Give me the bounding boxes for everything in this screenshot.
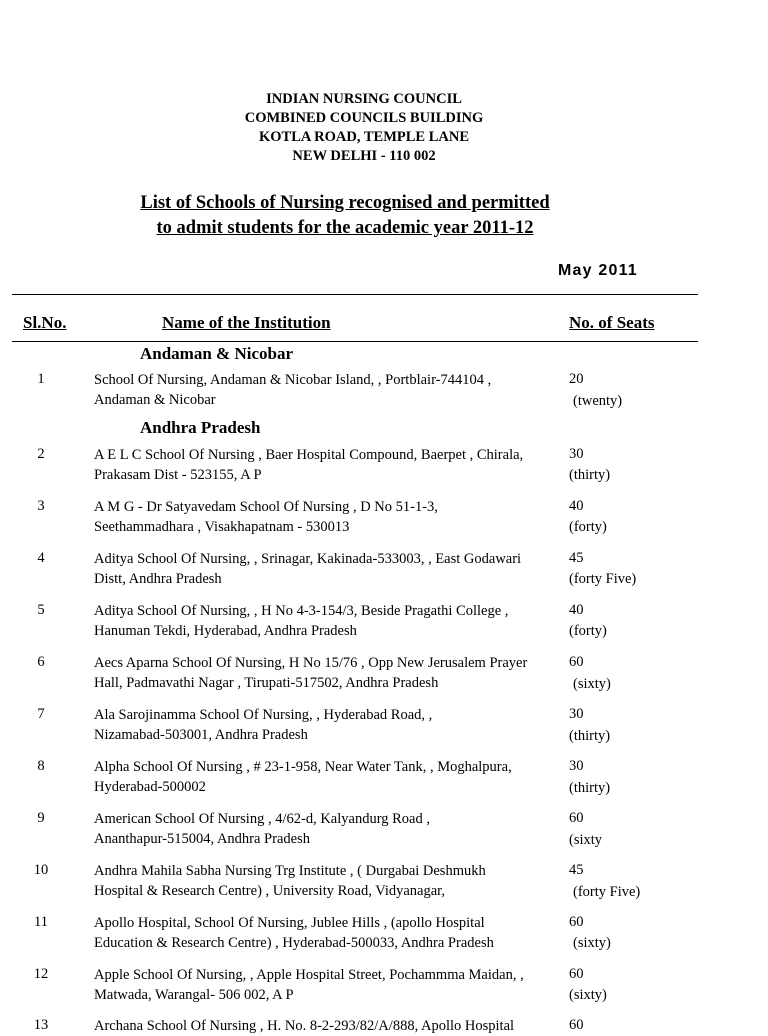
seat-count-words: (forty) xyxy=(569,623,607,639)
row-sl-number: 6 xyxy=(37,654,45,670)
institution-line: Alpha School Of Nursing , # 23-1-958, Near Water Tank, , Moghalpura, xyxy=(94,759,512,775)
council-name: INDIAN NURSING COUNCIL xyxy=(266,91,462,107)
column-header-sl: Sl.No. xyxy=(23,313,67,332)
institution-line: Apollo Hospital, School Of Nursing, Jublee Hills , (apollo Hospital xyxy=(94,915,485,931)
institution-name xyxy=(94,913,564,953)
institution-name xyxy=(94,1016,564,1036)
institution-line: Hall, Padmavathi Nagar , Tirupati-517502, Andhra Pradesh xyxy=(94,675,439,691)
document-title-line1: List of Schools of Nursing recognised and permitted xyxy=(140,193,550,213)
institution-line: Hanuman Tekdi, Hyderabad, Andhra Pradesh xyxy=(94,623,357,639)
document-title-line2: to admit students for the academic year 2011-12 xyxy=(156,218,534,238)
seat-count-words: (sixty xyxy=(569,832,603,848)
row-sl-number: 5 xyxy=(37,602,45,618)
institution-name xyxy=(94,757,564,797)
institution-line: A M G - Dr Satyavedam School Of Nursing , D No 51-1-3, xyxy=(94,499,438,515)
institution-name xyxy=(94,653,564,693)
seat-count: 30 xyxy=(569,706,584,722)
seat-count-words: (sixty) xyxy=(573,676,611,692)
institution-line: American School Of Nursing , 4/62-d, Kalyandurg Road , xyxy=(94,811,430,827)
seat-count-words: (twenty) xyxy=(573,393,623,409)
institution-name xyxy=(94,601,564,641)
seat-count-words: (thirty) xyxy=(569,728,611,744)
column-header-name: Name of the Institution xyxy=(162,313,331,332)
council-city: NEW DELHI - 110 002 xyxy=(292,148,436,164)
institution-line: Ala Sarojinamma School Of Nursing, , Hyderabad Road, , xyxy=(94,707,433,723)
institution-line: Andhra Mahila Sabha Nursing Trg Institute , ( Durgabai Deshmukh xyxy=(94,863,486,879)
row-sl-number: 13 xyxy=(33,1017,49,1033)
institution-name xyxy=(94,497,564,537)
council-building: COMBINED COUNCILS BUILDING xyxy=(244,110,484,126)
seat-count-words: (thirty) xyxy=(569,780,611,796)
table-header-rule xyxy=(12,341,698,342)
institution-line: Education & Research Centre) , Hyderabad-500033, Andhra Pradesh xyxy=(94,935,494,951)
seat-count: 45 xyxy=(569,550,584,566)
institution-line: Aditya School Of Nursing, , Srinagar, Kakinada-533003, , East Godawari xyxy=(94,551,522,567)
institution-line: Aditya School Of Nursing, , H No 4-3-154/3, Beside Pragathi College , xyxy=(94,603,509,619)
row-sl-number: 12 xyxy=(33,966,49,982)
institution-name xyxy=(94,549,564,589)
institution-line: Archana School Of Nursing , H. No. 8-2-293/82/A/888, Apollo Hospital xyxy=(94,1018,515,1034)
row-sl-number: 7 xyxy=(37,706,45,722)
row-sl-number: 8 xyxy=(37,758,45,774)
institution-name xyxy=(94,705,564,745)
seat-count-words: (forty Five) xyxy=(573,884,641,900)
seat-count: 30 xyxy=(569,446,584,462)
seat-count: 60 xyxy=(569,654,584,670)
column-header-seats: No. of Seats xyxy=(569,313,655,332)
seat-count-words: (thirty) xyxy=(569,467,611,483)
table-top-rule xyxy=(12,294,698,295)
row-sl-number: 3 xyxy=(37,498,45,514)
institution-line: A E L C School Of Nursing , Baer Hospital Compound, Baerpet , Chirala, xyxy=(94,447,524,463)
row-sl-number: 4 xyxy=(37,550,45,566)
seat-count-words: (forty Five) xyxy=(569,571,637,587)
institution-line: Distt, Andhra Pradesh xyxy=(94,571,222,587)
row-sl-number: 10 xyxy=(33,862,49,878)
institution-name xyxy=(94,445,564,485)
institution-line: Ananthapur-515004, Andhra Pradesh xyxy=(94,831,310,847)
row-sl-number: 2 xyxy=(37,446,45,462)
seat-count: 20 xyxy=(569,371,584,387)
institution-name xyxy=(94,965,564,1005)
institution-line: Aecs Aparna School Of Nursing, H No 15/76 , Opp New Jerusalem Prayer xyxy=(94,655,528,671)
institution-line: Matwada, Warangal- 506 002, A P xyxy=(94,987,294,1003)
document-date: May 2011 xyxy=(558,262,638,279)
seat-count: 60 xyxy=(569,966,584,982)
institution-line: School Of Nursing, Andaman & Nicobar Island, , Portblair-744104 , xyxy=(94,372,492,388)
institution-name xyxy=(94,370,564,410)
row-sl-number: 11 xyxy=(34,914,48,930)
institution-line: Andaman & Nicobar xyxy=(94,392,216,408)
seat-count: 60 xyxy=(569,914,584,930)
seat-count: 30 xyxy=(569,758,584,774)
state-heading: Andhra Pradesh xyxy=(140,418,261,437)
institution-line: Hyderabad-500002 xyxy=(94,779,206,795)
council-road: KOTLA ROAD, TEMPLE LANE xyxy=(258,129,470,145)
institution-name xyxy=(94,809,564,849)
seat-count-words: (forty) xyxy=(569,519,607,535)
institution-line: Seethammadhara , Visakhapatnam - 530013 xyxy=(94,519,350,535)
institution-line: Nizamabad-503001, Andhra Pradesh xyxy=(94,727,308,743)
state-heading: Andaman & Nicobar xyxy=(140,344,294,363)
institution-line: Apple School Of Nursing, , Apple Hospital Street, Pochammma Maidan, , xyxy=(94,967,524,983)
row-sl-number: 9 xyxy=(37,810,45,826)
seat-count-words: (sixty) xyxy=(569,987,607,1003)
row-sl-number: 1 xyxy=(37,371,45,387)
institution-name xyxy=(94,861,564,901)
seat-count: 60 xyxy=(569,1017,584,1033)
seat-count: 40 xyxy=(569,602,584,618)
institution-line: Prakasam Dist - 523155, A P xyxy=(94,467,262,483)
seat-count-words: (sixty) xyxy=(573,935,611,951)
seat-count: 60 xyxy=(569,810,584,826)
seat-count: 45 xyxy=(569,862,584,878)
seat-count: 40 xyxy=(569,498,584,514)
institution-line: Hospital & Research Centre) , University Road, Vidyanagar, xyxy=(94,883,446,899)
